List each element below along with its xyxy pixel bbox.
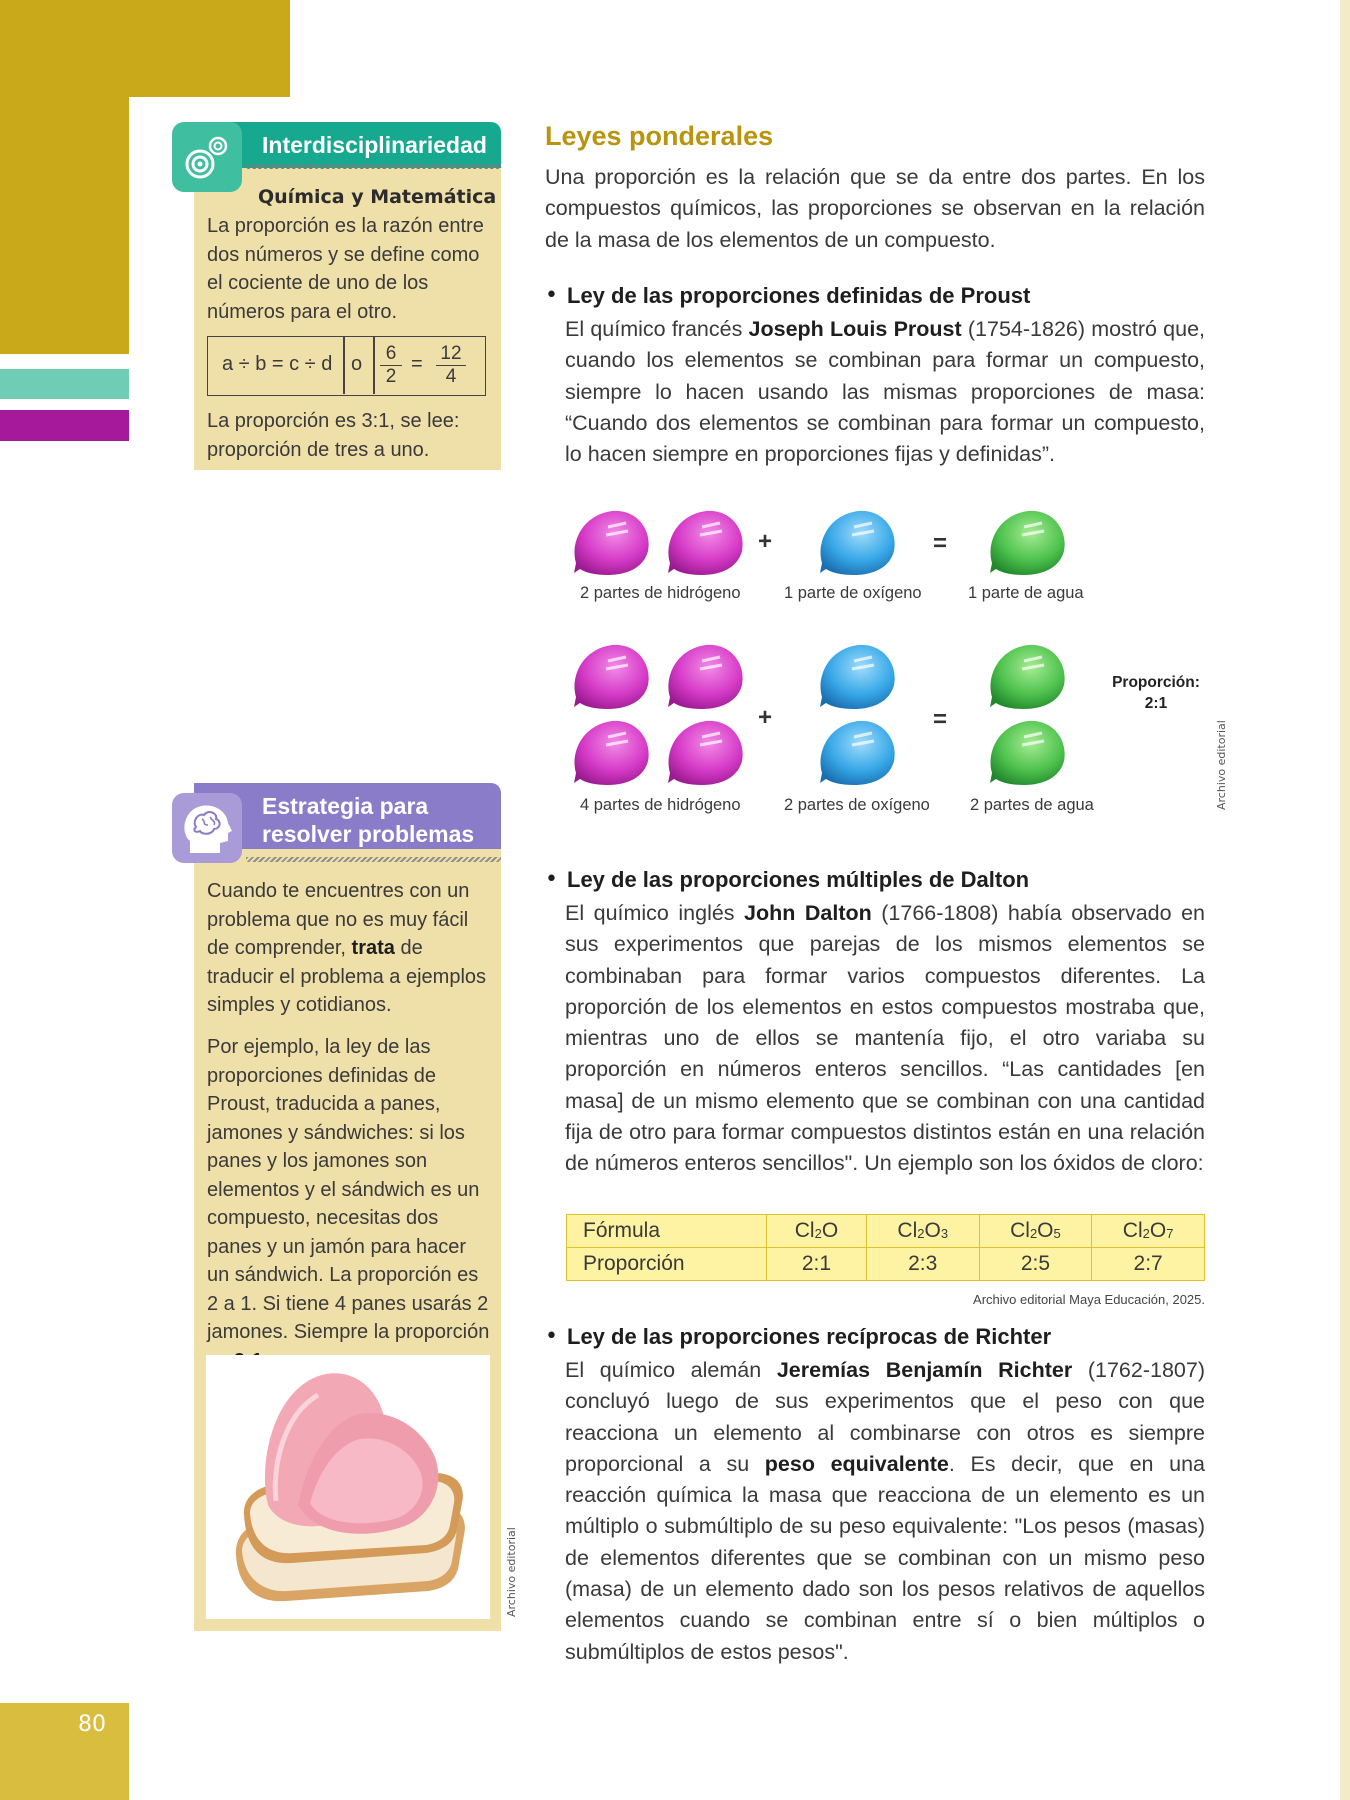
formula-subscript: 2: [917, 1226, 925, 1241]
law-richter-title: Ley de las proporciones recíprocas de Richter: [567, 1324, 1052, 1349]
table-row: [567, 1248, 1205, 1281]
fraction-denominator: 4: [445, 366, 457, 387]
formula-oxygen: O: [1149, 1219, 1167, 1242]
oxygen-balloon: [820, 721, 895, 785]
table-row-header: Fórmula: [567, 1215, 767, 1248]
formula-division: a ÷ b = c ÷ d: [222, 353, 333, 375]
bullet-icon: •: [545, 283, 558, 308]
formula-oxygen: O: [924, 1219, 941, 1242]
formula-cell: [979, 1215, 1092, 1248]
bullet-icon: •: [545, 867, 558, 892]
ratio-cell: 2:1: [767, 1248, 867, 1281]
decor-teal-stripe: [0, 369, 129, 399]
label-water-2: 2 partes de agua: [970, 796, 1094, 814]
formula-cell: [767, 1215, 867, 1248]
ratio-cell: 2:5: [979, 1248, 1092, 1281]
strategy-example-text: Por ejemplo, la ley de las proporciones definidas de Proust, traducida a panes, jamones y sándwiches: si los panes y los jamones son elementos y el sándwich es un compuesto, necesitas dos panes y un jamón para hacer un sándwich. La proporción es 2 a 1. Si tiene 4 panes usarás 2 jamones. Siempre la proporción: [207, 1036, 490, 1343]
image-credit: Archivo editorial: [505, 1527, 518, 1617]
formula-subscript: 2: [1029, 1226, 1038, 1241]
strategy-intro-part1: Cuando te encuentres con un problema que no es muy fácil de comprender,: [207, 880, 470, 959]
label-oxygen-1: 1 parte de oxígeno: [784, 584, 922, 602]
formula-subscript: 3: [940, 1226, 949, 1241]
header-hatch-stripe: [246, 164, 501, 169]
balloon-diagram: [560, 495, 1100, 825]
fraction-numerator: 6: [380, 343, 402, 366]
strategy-title: Estrategia para resolver problemas: [262, 793, 475, 847]
law-proust-name: Joseph Louis Proust: [748, 317, 962, 341]
chlorine-oxides-table: [566, 1214, 1205, 1281]
diagram-credit: Archivo editorial: [1215, 720, 1228, 810]
law-richter-text: [565, 1355, 1205, 1668]
section-title: Leyes ponderales: [545, 121, 774, 151]
plus-sign: +: [758, 704, 773, 731]
water-balloon: [990, 645, 1065, 709]
law-richter-text-a: El químico alemán: [565, 1358, 777, 1382]
law-dalton-text: [565, 898, 1205, 1180]
hydrogen-balloon: [668, 721, 743, 785]
formula-subscript: 2: [814, 1226, 822, 1241]
hydrogen-balloon: [668, 511, 743, 575]
law-richter-text-c: . Es decir, que en una reacción química la masa que reacciona de un elemento es un múltiplo o submúltiplo de su peso equivalente: "Los pesos (masas) de elementos diferentes que se combinan con un mismo peso (masa) de un elemento dado son los pesos relativos de aquellos elementos cuando se combinan entre sí o bien múltiplos o submúltiplos de estos pesos".: [565, 1451, 1205, 1664]
formula-element: Cl: [897, 1219, 918, 1242]
ratio-cell: 2:3: [866, 1248, 979, 1281]
strategy-intro-bold: trata: [351, 937, 395, 959]
water-balloon: [990, 721, 1065, 785]
fraction-twelve-fourths: [436, 343, 466, 388]
fraction-numerator: 12: [436, 343, 466, 366]
formula-element: Cl: [794, 1219, 815, 1242]
brain-head-icon: [172, 793, 242, 863]
strategy-intro-part2: de traducir el problema a ejemplos simples y cotidianos.: [207, 937, 487, 1016]
table-row-header: Proporción: [567, 1248, 767, 1281]
formula-oxygen: O: [1037, 1219, 1054, 1242]
target-icon: [172, 122, 242, 192]
law-proust-title: Ley de las proporciones definidas de Proust: [567, 283, 1031, 308]
oxygen-balloon: [820, 511, 895, 575]
plus-sign: +: [758, 528, 773, 555]
ratio-cell: 2:7: [1092, 1248, 1205, 1281]
table-caption: Archivo editorial Maya Educación, 2025.: [973, 1292, 1205, 1307]
formula-equals: =: [411, 353, 423, 375]
law-proust-text-b: (1754-1826) mostró que, cuando los elementos se combinan para formar un compuesto, siempre lo hacen usando las mismas proporciones de masa: “Cuando dos elementos se combinan para formar un compuesto, lo hacen siempre en proporciones fijas y definidas”.: [565, 317, 1205, 467]
formula-cell: [1092, 1215, 1205, 1248]
proportion-example: La proporción es 3:1, se lee: proporción de tres a uno.: [207, 410, 460, 461]
formula-subscript: 5: [1053, 1226, 1061, 1241]
oxygen-balloon: [820, 645, 895, 709]
formula-element: Cl: [1122, 1219, 1143, 1242]
interdisciplinary-subtitle: Química y Matemática: [258, 186, 497, 208]
label-hydrogen-2: 2 partes de hidrógeno: [580, 584, 741, 602]
formula-divider: [343, 337, 345, 394]
law-dalton-text-a: El químico inglés: [565, 901, 745, 925]
water-balloon: [990, 511, 1065, 575]
hydrogen-balloon: [574, 511, 649, 575]
decor-gold-block: [0, 0, 290, 97]
bullet-icon: •: [545, 1324, 558, 1349]
law-richter-name: Jeremías Benjamín Richter: [776, 1358, 1073, 1382]
intro-paragraph: Una proporción es la relación que se da entre dos partes. En los compuestos químicos, las proporciones se observan en la relación de la masa de los elementos de un compuesto.: [545, 165, 1205, 252]
interdisciplinary-title: Interdisciplinariedad: [262, 132, 487, 158]
label-hydrogen-4: 4 partes de hidrógeno: [580, 796, 741, 814]
label-oxygen-2: 2 partes de oxígeno: [784, 796, 930, 814]
label-water-1: 1 parte de agua: [968, 584, 1084, 602]
strategy-example: [207, 1033, 492, 1375]
formula-element: Cl: [1010, 1219, 1030, 1242]
formula-cell: [866, 1215, 979, 1248]
hydrogen-balloon: [574, 645, 649, 709]
equals-sign: =: [933, 706, 948, 733]
equals-sign: =: [933, 530, 948, 557]
ratio-label: [1100, 672, 1212, 714]
formula-subscript: 7: [1166, 1226, 1174, 1241]
decor-magenta-stripe: [0, 410, 129, 441]
law-richter-text-b: (1762-1807) concluyó luego de sus experimentos que el peso con que reacciona un elemento al combinarse con otros es siempre proporcional a su: [565, 1358, 1205, 1476]
decor-gold-margin: [0, 97, 129, 354]
header-hatch-stripe: [246, 857, 501, 862]
law-dalton-name: John Dalton: [744, 901, 872, 925]
law-dalton-title: Ley de las proporciones múltiples de Dalton: [567, 867, 1030, 892]
law-richter-bold-term: peso equivalente: [764, 1451, 949, 1476]
formula-divider: [373, 337, 375, 394]
law-proust-text: [565, 314, 1205, 470]
hydrogen-balloon: [668, 645, 743, 709]
page-number: 80: [78, 1712, 106, 1737]
fraction-six-halves: [380, 343, 402, 388]
proportion-formula: [207, 336, 486, 396]
proportion-definition: La proporción es la razón entre dos números y se define como el cociente de uno de los números para el otro.: [207, 215, 484, 323]
formula-subscript: 2: [1142, 1226, 1150, 1241]
hydrogen-balloon: [574, 721, 649, 785]
sandwich-illustration: [206, 1355, 490, 1619]
ratio-title: Proporción:: [1112, 674, 1200, 691]
law-dalton-text-b: (1766-1808) había observado en sus experimentos que parejas de los mismos elementos se combinaban para formar varios compuestos diferentes. La proporción de los elementos en estos compuestos mostraba que, mientras uno de ellos se mantenía fijo, el otro variaba su proporción en números enteros sencillos. “Las cantidades [en masa] de un mismo elemento que se combinan con una cantidad fija de otro para formar compuestos distintos están en una relación de números enteros sencillos". Un ejemplo son los óxidos de cloro:: [565, 901, 1205, 1176]
fraction-denominator: 2: [385, 366, 397, 387]
sandwich-image: [206, 1355, 490, 1619]
formula-or: o: [351, 353, 363, 375]
table-row: [567, 1215, 1205, 1248]
formula-oxygen: O: [821, 1219, 839, 1242]
decor-right-edge: [1340, 0, 1350, 1800]
law-proust-text-a: El químico francés: [565, 317, 749, 341]
ratio-value: 2:1: [1144, 695, 1168, 712]
strategy-intro: [207, 877, 492, 1020]
